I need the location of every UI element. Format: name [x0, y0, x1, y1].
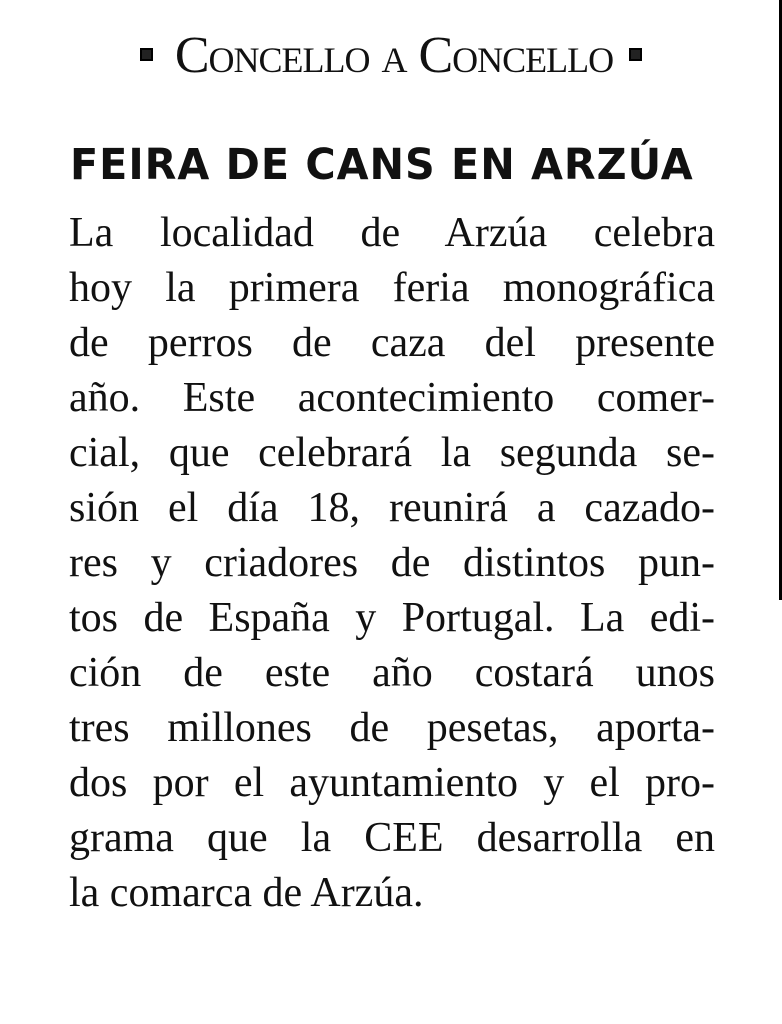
body-line: tres millones de pesetas, aporta-: [69, 705, 715, 751]
body-line: tos de España y Portugal. La edi-: [69, 595, 715, 641]
body-line: cial, que celebrará la segunda se-: [69, 430, 715, 476]
article-body: [69, 206, 715, 921]
body-line: ción de este año costará unos: [69, 650, 715, 696]
body-line: año. Este acontecimiento comer-: [69, 375, 715, 421]
square-bullet-icon: [140, 48, 153, 61]
body-line: de perros de caza del presente: [69, 320, 715, 366]
article-headline: FEIRA DE CANS EN ARZÚA: [70, 140, 694, 190]
body-line: la comarca de Arzúa.: [69, 870, 424, 916]
body-line: hoy la primera feria monográfica: [69, 265, 715, 311]
body-line: dos por el ayuntamiento y el pro-: [69, 760, 715, 806]
body-line: sión el día 18, reunirá a cazado-: [69, 485, 715, 531]
body-line: res y criadores de distintos pun-: [69, 540, 715, 586]
section-header: [0, 24, 782, 88]
section-title: Concello a Concello: [174, 27, 614, 84]
body-line: La localidad de Arzúa celebra: [69, 210, 715, 256]
square-bullet-icon: [629, 48, 642, 61]
body-line: grama que la CEE desarrolla en: [69, 815, 715, 861]
